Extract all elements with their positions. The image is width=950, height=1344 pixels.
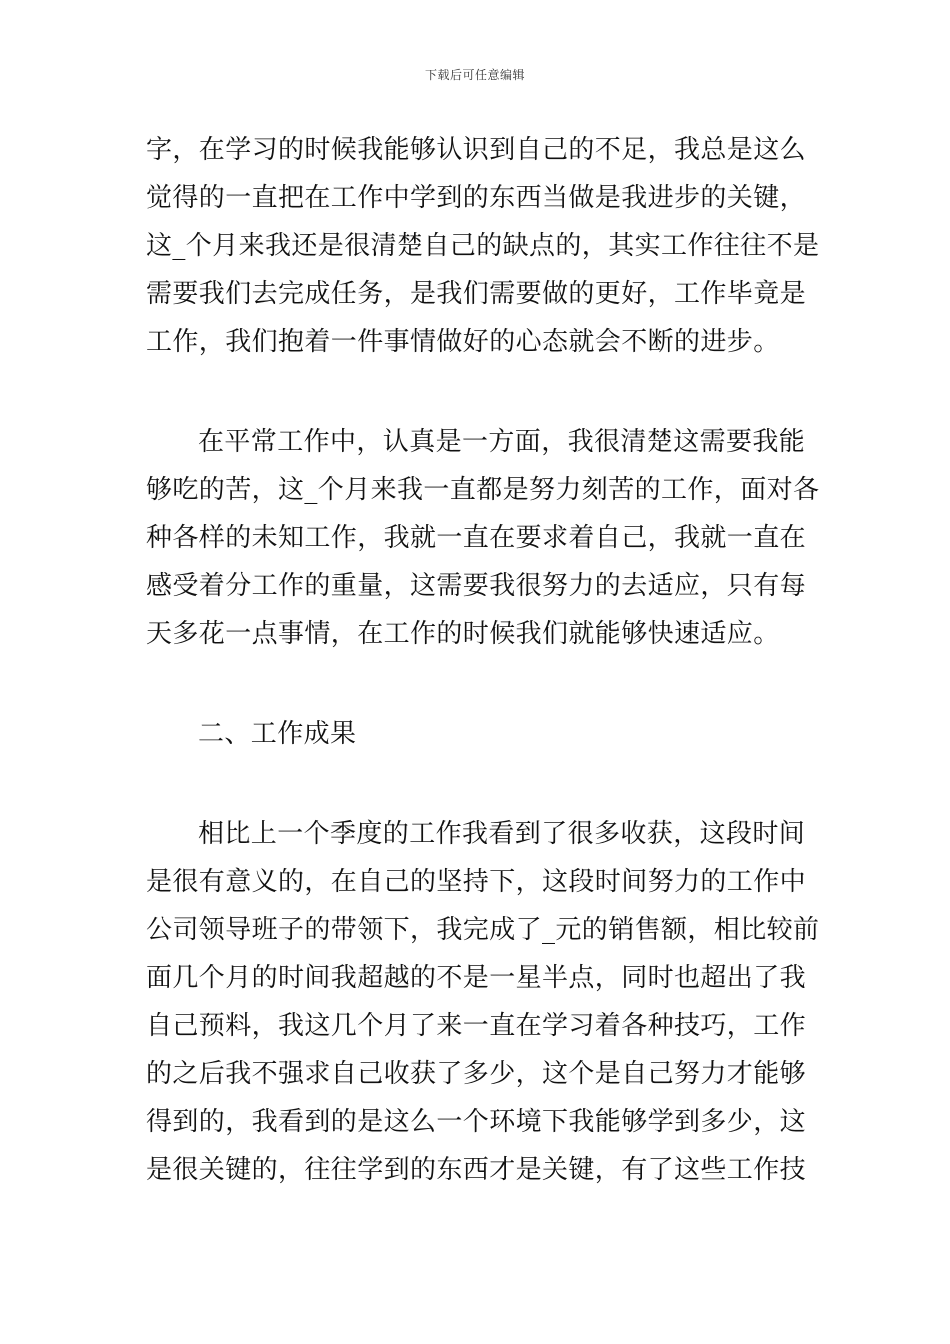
paragraph-line: 得到的，我看到的是这么一个环境下我能够学到多少，这 (146, 1107, 807, 1137)
paragraph-line: 是很有意义的，在自己的坚持下，这段时间努力的工作中 (146, 867, 807, 897)
paragraph-line: 感受着分工作的重量，这需要我很努力的去适应，只有每 (146, 571, 807, 601)
paragraph-line: 在平常工作中，认真是一方面，我很清楚这需要我能 (198, 427, 806, 457)
paragraph-3 (146, 810, 820, 1194)
paragraph-line: 字，在学习的时候我能够认识到自己的不足，我总是这么 (146, 135, 807, 165)
paragraph-line: 是很关键的，往往学到的东西才是关键，有了这些工作技 (146, 1155, 807, 1185)
paragraph-1 (146, 126, 820, 366)
paragraph-line: 够吃的苦，这_个月来我一直都是努力刻苦的工作，面对各 (146, 475, 820, 505)
paragraph-line: 种各样的未知工作，我就一直在要求着自己，我就一直在 (146, 523, 807, 553)
paragraph-2 (146, 418, 820, 658)
paragraph-gap (146, 366, 808, 418)
paragraph-line: 需要我们去完成任务，是我们需要做的更好，工作毕竟是 (146, 279, 807, 309)
paragraph-line: 相比上一个季度的工作我看到了很多收获，这段时间 (198, 819, 806, 849)
paragraph-line: 工作，我们抱着一件事情做好的心态就会不断的进步。 (146, 327, 780, 357)
paragraph-line: 的之后我不强求自己收获了多少，这个是自己努力才能够 (146, 1059, 807, 1089)
paragraph-line: 公司领导班子的带领下，我完成了_元的销售额，相比较前 (146, 915, 820, 945)
paragraph-line: 觉得的一直把在工作中学到的东西当做是我进步的关键， (146, 183, 807, 213)
body-text (146, 126, 820, 1194)
paragraph-line: 面几个月的时间我超越的不是一星半点，同时也超出了我 (146, 963, 807, 993)
header-note: 下载后可任意编辑 (424, 68, 525, 82)
paragraph-gap (146, 658, 808, 710)
paragraph-line: 天多花一点事情，在工作的时候我们就能够快速适应。 (146, 619, 780, 649)
section-heading (146, 710, 808, 758)
paragraph-line: 自己预料，我这几个月了来一直在学习着各种技巧，工作 (146, 1011, 807, 1041)
section-heading-text: 二、工作成果 (198, 719, 357, 749)
paragraph-gap (146, 758, 808, 810)
paragraph-line: 这_个月来我还是很清楚自己的缺点的，其实工作往往不是 (146, 231, 820, 261)
